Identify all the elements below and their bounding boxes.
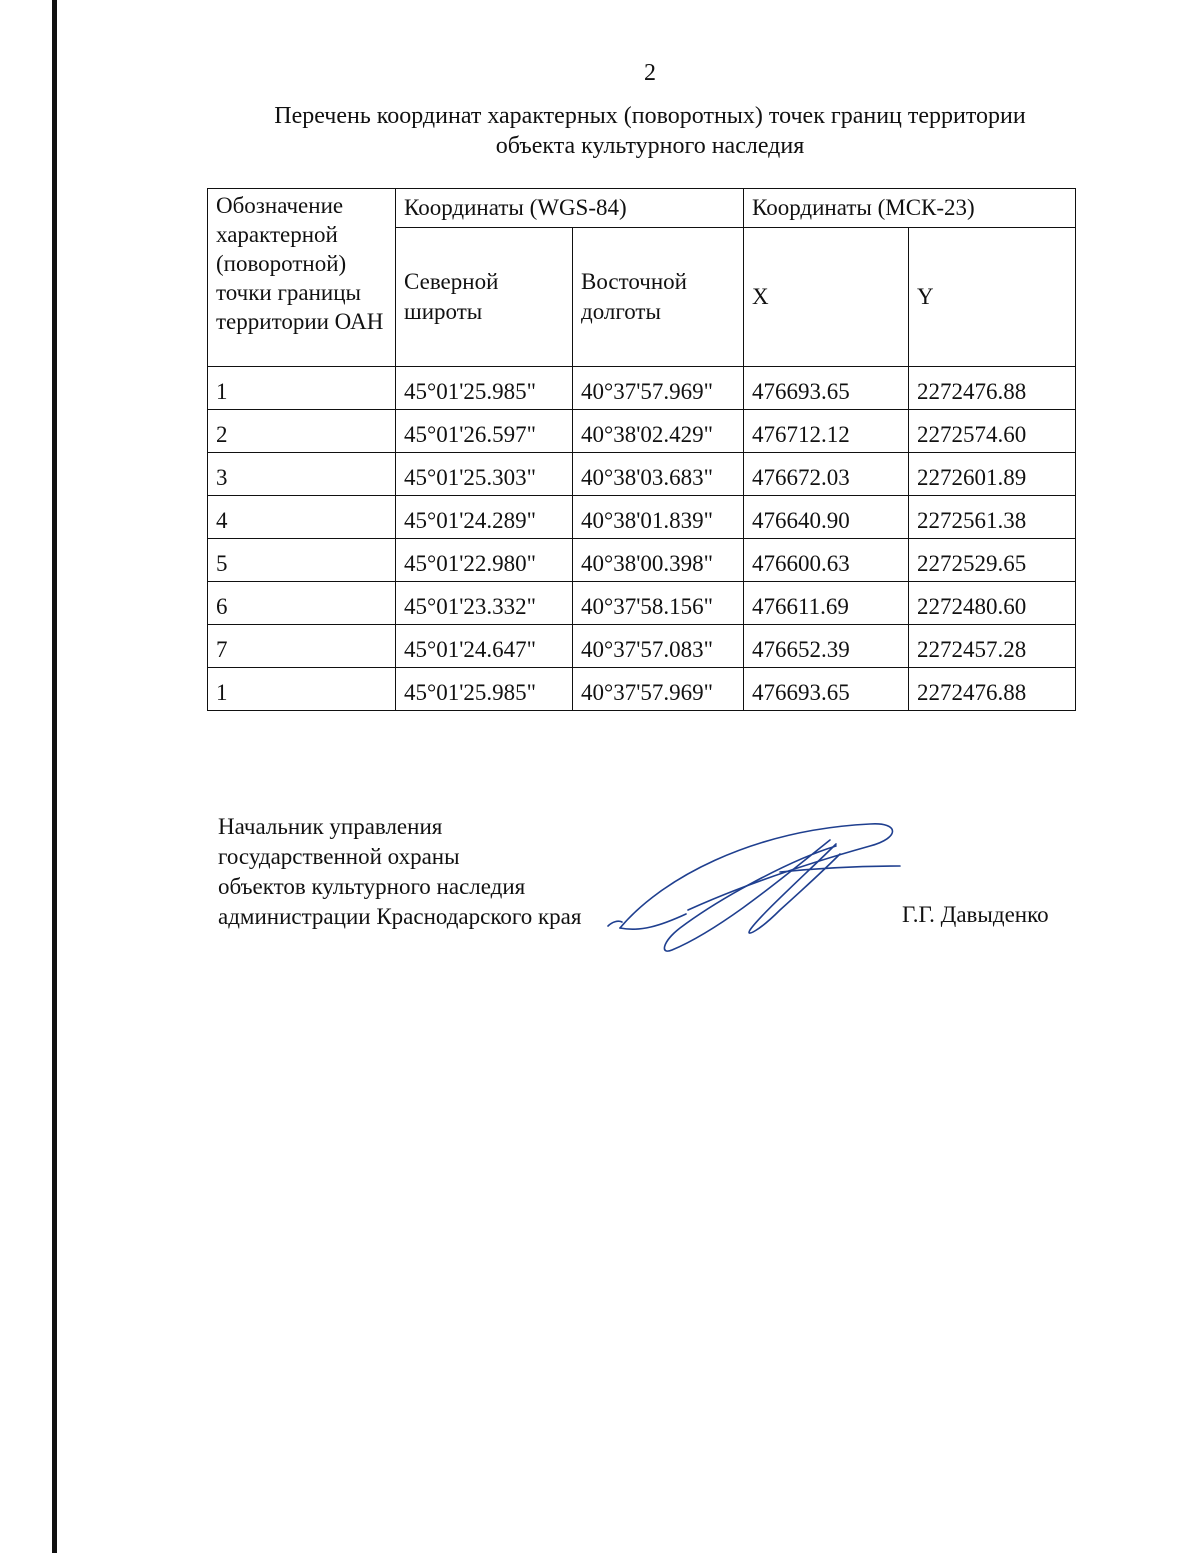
cell-x: 476600.63 xyxy=(744,539,909,582)
cell-y: 2272561.38 xyxy=(909,496,1076,539)
table-row xyxy=(208,668,1076,711)
header-x: X xyxy=(744,228,909,367)
cell-lon: 40°38'02.429" xyxy=(573,410,744,453)
cell-lon: 40°37'57.083" xyxy=(573,625,744,668)
signatory-line-1: Начальник управления xyxy=(218,814,443,839)
table-row xyxy=(208,496,1076,539)
scan-edge-line xyxy=(52,0,57,1553)
cell-x: 476611.69 xyxy=(744,582,909,625)
cell-x: 476693.65 xyxy=(744,668,909,711)
header-y: Y xyxy=(909,228,1076,367)
cell-lon: 40°38'01.839" xyxy=(573,496,744,539)
document-title xyxy=(200,101,1100,161)
header-point-designation: Обозначение характерной (поворотной) точки границы территории ОАН xyxy=(208,189,396,367)
cell-lat: 45°01'24.289" xyxy=(396,496,573,539)
table-row xyxy=(208,410,1076,453)
cell-point: 3 xyxy=(208,453,396,496)
cell-x: 476652.39 xyxy=(744,625,909,668)
page-number: 2 xyxy=(644,60,656,86)
title-line-1: Перечень координат характерных (поворотных) точек границ территории xyxy=(274,103,1026,129)
cell-lat: 45°01'24.647" xyxy=(396,625,573,668)
header-latitude: Северной широты xyxy=(396,228,573,367)
cell-x: 476693.65 xyxy=(744,367,909,410)
signatory-position xyxy=(218,812,581,932)
cell-lat: 45°01'22.980" xyxy=(396,539,573,582)
cell-point: 7 xyxy=(208,625,396,668)
cell-lat: 45°01'25.985" xyxy=(396,367,573,410)
header-longitude: Восточной долготы xyxy=(573,228,744,367)
coordinates-table xyxy=(207,188,1076,711)
cell-lon: 40°37'57.969" xyxy=(573,367,744,410)
cell-lat: 45°01'26.597" xyxy=(396,410,573,453)
cell-point: 4 xyxy=(208,496,396,539)
table-row xyxy=(208,625,1076,668)
cell-lon: 40°37'57.969" xyxy=(573,668,744,711)
cell-y: 2272574.60 xyxy=(909,410,1076,453)
cell-lat: 45°01'25.303" xyxy=(396,453,573,496)
signer-name: Г.Г. Давыденко xyxy=(902,902,1049,927)
cell-x: 476712.12 xyxy=(744,410,909,453)
signatory-line-2: государственной охраны xyxy=(218,844,460,869)
cell-y: 2272529.65 xyxy=(909,539,1076,582)
cell-x: 476672.03 xyxy=(744,453,909,496)
cell-point: 5 xyxy=(208,539,396,582)
header-msk23: Координаты (МСК-23) xyxy=(744,189,1076,228)
cell-point: 1 xyxy=(208,668,396,711)
cell-lat: 45°01'23.332" xyxy=(396,582,573,625)
cell-lon: 40°37'58.156" xyxy=(573,582,744,625)
cell-y: 2272601.89 xyxy=(909,453,1076,496)
cell-point: 6 xyxy=(208,582,396,625)
title-line-2: объекта культурного наследия xyxy=(495,133,805,159)
cell-y: 2272457.28 xyxy=(909,625,1076,668)
signatory-line-3: объектов культурного наследия xyxy=(218,874,526,899)
cell-y: 2272476.88 xyxy=(909,668,1076,711)
table-row xyxy=(208,367,1076,410)
cell-point: 1 xyxy=(208,367,396,410)
header-wgs84: Координаты (WGS-84) xyxy=(396,189,744,228)
signatory-line-4: администрации Краснодарского края xyxy=(218,904,582,929)
cell-lat: 45°01'25.985" xyxy=(396,668,573,711)
cell-point: 2 xyxy=(208,410,396,453)
table-row xyxy=(208,582,1076,625)
table-row xyxy=(208,453,1076,496)
cell-y: 2272480.60 xyxy=(909,582,1076,625)
table-row xyxy=(208,539,1076,582)
cell-x: 476640.90 xyxy=(744,496,909,539)
cell-lon: 40°38'00.398" xyxy=(573,539,744,582)
cell-y: 2272476.88 xyxy=(909,367,1076,410)
cell-lon: 40°38'03.683" xyxy=(573,453,744,496)
handwritten-signature-icon xyxy=(600,810,920,960)
